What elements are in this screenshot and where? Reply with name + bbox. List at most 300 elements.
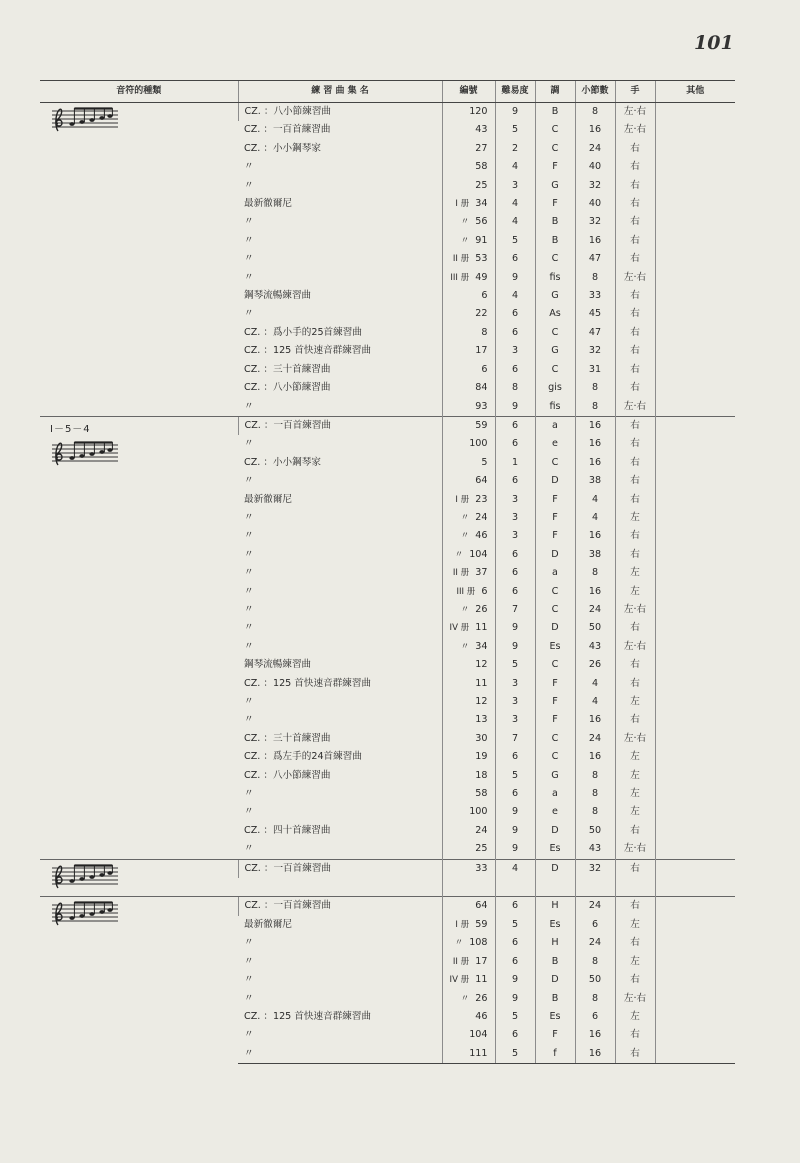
- number-cell: [442, 730, 495, 748]
- bars-cell: 50: [575, 971, 615, 989]
- collection-name-cell: 〃: [244, 511, 254, 523]
- other-cell: [655, 213, 735, 231]
- number-cell: [442, 1045, 495, 1064]
- bars-cell: 4: [575, 491, 615, 509]
- other-cell: [655, 361, 735, 379]
- number-cell: [442, 971, 495, 989]
- difficulty-cell: 6: [495, 416, 535, 435]
- volume-label: III 册: [450, 272, 470, 283]
- etude-number: 58: [475, 161, 488, 173]
- bars-cell: 16: [575, 583, 615, 601]
- number-cell: [442, 601, 495, 619]
- other-cell: [655, 878, 735, 897]
- number-cell: [442, 287, 495, 305]
- etude-number: 30: [475, 732, 488, 744]
- hand-cell: 右: [615, 619, 655, 637]
- key-cell: Es: [535, 916, 575, 934]
- difficulty-cell: 3: [495, 509, 535, 527]
- note-type-cell: [40, 416, 238, 859]
- hand-cell: 右: [615, 379, 655, 397]
- other-cell: [655, 195, 735, 213]
- other-cell: [655, 730, 735, 748]
- difficulty-cell: 5: [495, 1045, 535, 1064]
- etude-number: 23: [475, 493, 488, 505]
- key-cell: F: [535, 195, 575, 213]
- other-cell: [655, 897, 735, 916]
- bars-cell: 16: [575, 416, 615, 435]
- difficulty-cell: 3: [495, 693, 535, 711]
- bars-cell: 16: [575, 748, 615, 766]
- number-cell: [442, 822, 495, 840]
- etude-number: 93: [475, 400, 488, 412]
- hand-cell: 左: [615, 916, 655, 934]
- key-cell: C: [535, 121, 575, 139]
- table-body: [40, 103, 735, 1064]
- bars-cell: 16: [575, 1026, 615, 1044]
- collection-name-cell: CZ. ：爲小手的25首練習曲: [244, 326, 362, 338]
- etude-number: 59: [475, 918, 488, 930]
- number-cell: [442, 546, 495, 564]
- number-cell: [442, 250, 495, 268]
- bars-cell: 33: [575, 287, 615, 305]
- collection-name-cell: CZ. ：一百首練習曲: [238, 859, 442, 878]
- difficulty-cell: 6: [495, 897, 535, 916]
- number-cell: [442, 398, 495, 417]
- hand-cell: 右: [615, 287, 655, 305]
- bars-cell: 24: [575, 897, 615, 916]
- collection-name-cell: 鋼琴流暢練習曲: [244, 290, 312, 302]
- hand-cell: 右: [615, 472, 655, 490]
- difficulty-cell: 5: [495, 767, 535, 785]
- volume-label: 〃: [460, 531, 470, 542]
- key-cell: D: [535, 472, 575, 490]
- collection-name-cell: 〃: [244, 216, 254, 228]
- key-cell: Es: [535, 638, 575, 656]
- difficulty-cell: 6: [495, 934, 535, 952]
- collection-name-cell: 〃: [244, 696, 254, 707]
- header-other: 其他: [655, 81, 735, 103]
- hand-cell: 右: [615, 675, 655, 693]
- difficulty-cell: 6: [495, 324, 535, 342]
- etude-number: 53: [475, 253, 488, 265]
- difficulty-cell: 6: [495, 953, 535, 971]
- difficulty-cell: 4: [495, 287, 535, 305]
- hand-cell: 左: [615, 953, 655, 971]
- other-cell: [655, 785, 735, 803]
- difficulty-cell: 5: [495, 232, 535, 250]
- bars-cell: 8: [575, 785, 615, 803]
- number-cell: [442, 305, 495, 323]
- number-cell: [442, 195, 495, 213]
- collection-name-cell: CZ. ：小小鋼琴家: [244, 142, 321, 154]
- hand-cell: 左·右: [615, 730, 655, 748]
- bars-cell: 32: [575, 342, 615, 360]
- bars-cell: 16: [575, 435, 615, 453]
- header-row: [40, 81, 735, 103]
- etude-number: 33: [475, 862, 488, 874]
- key-cell: D: [535, 619, 575, 637]
- difficulty-cell: 6: [495, 546, 535, 564]
- hand-cell: 左·右: [615, 601, 655, 619]
- number-cell: [442, 379, 495, 397]
- key-cell: G: [535, 767, 575, 785]
- key-cell: Es: [535, 840, 575, 859]
- other-cell: [655, 140, 735, 158]
- number-cell: [442, 656, 495, 674]
- bars-cell: 4: [575, 675, 615, 693]
- hand-cell: 右: [615, 454, 655, 472]
- number-cell: [442, 213, 495, 231]
- number-cell: [442, 1026, 495, 1044]
- collection-name-cell: 最新徹爾尼: [244, 493, 292, 505]
- collection-name-cell: 〃: [244, 992, 254, 1004]
- other-cell: [655, 564, 735, 582]
- difficulty-cell: 9: [495, 971, 535, 989]
- header-note-type: 音符的種類: [40, 81, 238, 103]
- collection-name-cell: CZ. ：125 首快速音群練習曲: [244, 677, 372, 689]
- volume-label: 〃: [454, 549, 464, 560]
- table-row: [40, 416, 735, 435]
- key-cell: C: [535, 324, 575, 342]
- other-cell: [655, 121, 735, 139]
- etude-number: 64: [475, 900, 488, 912]
- difficulty-cell: 5: [495, 1008, 535, 1026]
- difficulty-cell: 6: [495, 361, 535, 379]
- difficulty-cell: 3: [495, 342, 535, 360]
- other-cell: [655, 1026, 735, 1044]
- hand-cell: 右: [615, 361, 655, 379]
- etude-number: 108: [469, 937, 488, 949]
- other-cell: [655, 324, 735, 342]
- collection-name-cell: 〃: [244, 806, 254, 818]
- etude-number: 64: [475, 475, 488, 487]
- number-cell: [442, 990, 495, 1008]
- etude-number: 11: [475, 622, 488, 634]
- other-cell: [655, 934, 735, 952]
- number-cell: [442, 916, 495, 934]
- number-cell: [442, 361, 495, 379]
- header-hand: 手: [615, 81, 655, 103]
- key-cell: As: [535, 305, 575, 323]
- difficulty-cell: 6: [495, 748, 535, 766]
- etude-number: 34: [475, 198, 488, 210]
- note-type-label: I－5－4: [50, 423, 91, 435]
- other-cell: [655, 342, 735, 360]
- bars-cell: 16: [575, 527, 615, 545]
- key-cell: e: [535, 435, 575, 453]
- etude-number: 24: [475, 511, 488, 523]
- key-cell: f: [535, 1045, 575, 1064]
- collection-name-cell: 〃: [244, 974, 254, 986]
- number-cell: [442, 564, 495, 582]
- key-cell: Es: [535, 1008, 575, 1026]
- difficulty-cell: 6: [495, 1026, 535, 1044]
- difficulty-cell: 9: [495, 398, 535, 417]
- key-cell: G: [535, 342, 575, 360]
- number-cell: [442, 509, 495, 527]
- difficulty-cell: 5: [495, 121, 535, 139]
- number-cell: [442, 491, 495, 509]
- difficulty-cell: 6: [495, 435, 535, 453]
- hand-cell: 左·右: [615, 840, 655, 859]
- key-cell: e: [535, 803, 575, 821]
- other-cell: [655, 971, 735, 989]
- other-cell: [655, 619, 735, 637]
- etude-number: 5: [481, 456, 488, 468]
- key-cell: C: [535, 601, 575, 619]
- number-cell: [442, 435, 495, 453]
- hand-cell: 右: [615, 305, 655, 323]
- etude-number: 12: [475, 696, 488, 707]
- hand-cell: 左: [615, 803, 655, 821]
- other-cell: [655, 601, 735, 619]
- header-collection: 練 習 曲 集 名: [238, 81, 442, 103]
- hand-cell: 右: [615, 491, 655, 509]
- key-cell: B: [535, 103, 575, 122]
- collection-name-cell: 鋼琴流暢練習曲: [244, 659, 312, 671]
- etude-number: 25: [475, 179, 488, 191]
- other-cell: [655, 748, 735, 766]
- etude-number: 59: [475, 419, 488, 431]
- key-cell: D: [535, 546, 575, 564]
- etude-number: 104: [469, 548, 488, 560]
- key-cell: B: [535, 232, 575, 250]
- header-number: 編號: [442, 81, 495, 103]
- bars-cell: 38: [575, 472, 615, 490]
- difficulty-cell: 6: [495, 472, 535, 490]
- number-cell: [442, 158, 495, 176]
- bars-cell: 16: [575, 232, 615, 250]
- collection-name-cell: CZ. ：一百首練習曲: [238, 897, 442, 916]
- hand-cell: 右: [615, 324, 655, 342]
- hand-cell: 左: [615, 748, 655, 766]
- etude-number: 6: [481, 585, 488, 597]
- difficulty-cell: 5: [495, 916, 535, 934]
- difficulty-cell: [495, 878, 535, 897]
- etude-number: 100: [469, 806, 488, 818]
- bars-cell: 47: [575, 250, 615, 268]
- staff-notation-icon: [50, 864, 120, 890]
- key-cell: a: [535, 785, 575, 803]
- bars-cell: 43: [575, 638, 615, 656]
- number-cell: [442, 878, 495, 897]
- collection-name-cell: 〃: [244, 438, 254, 450]
- hand-cell: 右: [615, 1045, 655, 1064]
- bars-cell: [575, 878, 615, 897]
- other-cell: [655, 491, 735, 509]
- hand-cell: 右: [615, 527, 655, 545]
- staff-notation-icon: [50, 441, 120, 467]
- difficulty-cell: 1: [495, 454, 535, 472]
- volume-label: 〃: [460, 512, 470, 523]
- hand-cell: 右: [615, 213, 655, 231]
- other-cell: [655, 767, 735, 785]
- number-cell: [442, 232, 495, 250]
- hand-cell: 左: [615, 583, 655, 601]
- bars-cell: 50: [575, 822, 615, 840]
- header-key: 調: [535, 81, 575, 103]
- difficulty-cell: 4: [495, 859, 535, 878]
- hand-cell: 右: [615, 934, 655, 952]
- difficulty-cell: 9: [495, 822, 535, 840]
- other-cell: [655, 250, 735, 268]
- collection-name-cell: CZ. ：爲左手的24首練習曲: [244, 751, 362, 763]
- difficulty-cell: 3: [495, 527, 535, 545]
- difficulty-cell: 9: [495, 990, 535, 1008]
- volume-label: III 册: [456, 586, 476, 597]
- other-cell: [655, 398, 735, 417]
- number-cell: [442, 953, 495, 971]
- collection-name-cell: CZ. ：一百首練習曲: [238, 416, 442, 435]
- key-cell: D: [535, 971, 575, 989]
- volume-label: II 册: [452, 956, 470, 967]
- number-cell: [442, 121, 495, 139]
- hand-cell: 右: [615, 546, 655, 564]
- bars-cell: 32: [575, 859, 615, 878]
- collection-name-cell: 最新徹爾尼: [244, 918, 292, 930]
- key-cell: C: [535, 361, 575, 379]
- collection-name-cell: 〃: [244, 622, 254, 634]
- other-cell: [655, 527, 735, 545]
- volume-label: 〃: [454, 938, 464, 949]
- hand-cell: 左·右: [615, 269, 655, 287]
- collection-name-cell: 〃: [244, 530, 254, 542]
- bars-cell: 8: [575, 103, 615, 122]
- difficulty-cell: 4: [495, 195, 535, 213]
- key-cell: G: [535, 287, 575, 305]
- bars-cell: 8: [575, 767, 615, 785]
- header-difficulty: 難易度: [495, 81, 535, 103]
- bars-cell: 31: [575, 361, 615, 379]
- number-cell: [442, 1008, 495, 1026]
- other-cell: [655, 916, 735, 934]
- collection-name-cell: CZ. ：八小節練習曲: [238, 103, 442, 122]
- number-cell: [442, 454, 495, 472]
- key-cell: fis: [535, 269, 575, 287]
- etude-number: 6: [481, 363, 488, 375]
- difficulty-cell: 9: [495, 840, 535, 859]
- collection-name-cell: 〃: [244, 937, 254, 949]
- other-cell: [655, 305, 735, 323]
- bars-cell: 24: [575, 601, 615, 619]
- other-cell: [655, 435, 735, 453]
- difficulty-cell: 3: [495, 711, 535, 729]
- bars-cell: 24: [575, 140, 615, 158]
- volume-label: IV 册: [449, 623, 470, 634]
- collection-name-cell: 〃: [244, 1029, 254, 1041]
- etude-number: 46: [475, 1010, 488, 1022]
- etude-number: 12: [475, 659, 488, 671]
- collection-name-cell: CZ. ：125 首快速音群練習曲: [244, 345, 372, 357]
- key-cell: H: [535, 897, 575, 916]
- collection-name-cell: CZ. ：四十首練習曲: [244, 824, 331, 836]
- hand-cell: 右: [615, 177, 655, 195]
- collection-name-cell: 〃: [244, 548, 254, 560]
- other-cell: [655, 656, 735, 674]
- hand-cell: 右: [615, 859, 655, 878]
- key-cell: gis: [535, 379, 575, 397]
- other-cell: [655, 269, 735, 287]
- collection-name-cell: 〃: [244, 400, 254, 412]
- bars-cell: 32: [575, 177, 615, 195]
- etude-number: 37: [475, 567, 488, 579]
- etude-number: 120: [469, 106, 488, 117]
- bars-cell: 8: [575, 953, 615, 971]
- key-cell: B: [535, 213, 575, 231]
- other-cell: [655, 840, 735, 859]
- etude-number: 26: [475, 992, 488, 1004]
- key-cell: B: [535, 990, 575, 1008]
- difficulty-cell: 3: [495, 491, 535, 509]
- number-cell: [442, 767, 495, 785]
- hand-cell: 右: [615, 416, 655, 435]
- difficulty-cell: 9: [495, 638, 535, 656]
- note-type-cell: [40, 103, 238, 417]
- etude-number: 24: [475, 824, 488, 836]
- key-cell: F: [535, 509, 575, 527]
- key-cell: a: [535, 416, 575, 435]
- etude-number: 111: [469, 1047, 488, 1059]
- key-cell: C: [535, 454, 575, 472]
- collection-name-cell: CZ. ：小小鋼琴家: [244, 456, 321, 468]
- number-cell: [442, 324, 495, 342]
- key-cell: fis: [535, 398, 575, 417]
- etude-number: 84: [475, 382, 488, 394]
- volume-label: I 册: [455, 199, 470, 210]
- key-cell: a: [535, 564, 575, 582]
- etude-number: 34: [475, 640, 488, 652]
- other-cell: [655, 693, 735, 711]
- key-cell: B: [535, 953, 575, 971]
- other-cell: [655, 638, 735, 656]
- other-cell: [655, 509, 735, 527]
- key-cell: F: [535, 527, 575, 545]
- key-cell: D: [535, 822, 575, 840]
- bars-cell: 26: [575, 656, 615, 674]
- hand-cell: 左: [615, 1008, 655, 1026]
- etude-number: 46: [475, 530, 488, 542]
- page-number: 101: [694, 32, 734, 54]
- difficulty-cell: 5: [495, 656, 535, 674]
- other-cell: [655, 103, 735, 122]
- etude-number: 104: [469, 1029, 488, 1041]
- bars-cell: 45: [575, 305, 615, 323]
- number-cell: [442, 859, 495, 878]
- difficulty-cell: 8: [495, 379, 535, 397]
- difficulty-cell: 3: [495, 177, 535, 195]
- key-cell: H: [535, 934, 575, 952]
- number-cell: [442, 675, 495, 693]
- other-cell: [655, 859, 735, 878]
- collection-name-cell: 〃: [244, 308, 254, 320]
- bars-cell: 8: [575, 803, 615, 821]
- hand-cell: 右: [615, 656, 655, 674]
- key-cell: C: [535, 250, 575, 268]
- etude-index-table: [40, 80, 735, 1064]
- collection-name-cell: 〃: [244, 585, 254, 597]
- bars-cell: 43: [575, 840, 615, 859]
- other-cell: [655, 158, 735, 176]
- number-cell: [442, 897, 495, 916]
- key-cell: F: [535, 675, 575, 693]
- collection-name-cell: CZ. ：一百首練習曲: [244, 124, 331, 136]
- collection-name-cell: 〃: [238, 1045, 442, 1064]
- etude-number: 13: [475, 714, 488, 726]
- other-cell: [655, 1045, 735, 1064]
- other-cell: [655, 472, 735, 490]
- difficulty-cell: 9: [495, 619, 535, 637]
- collection-name-cell: 〃: [244, 161, 254, 173]
